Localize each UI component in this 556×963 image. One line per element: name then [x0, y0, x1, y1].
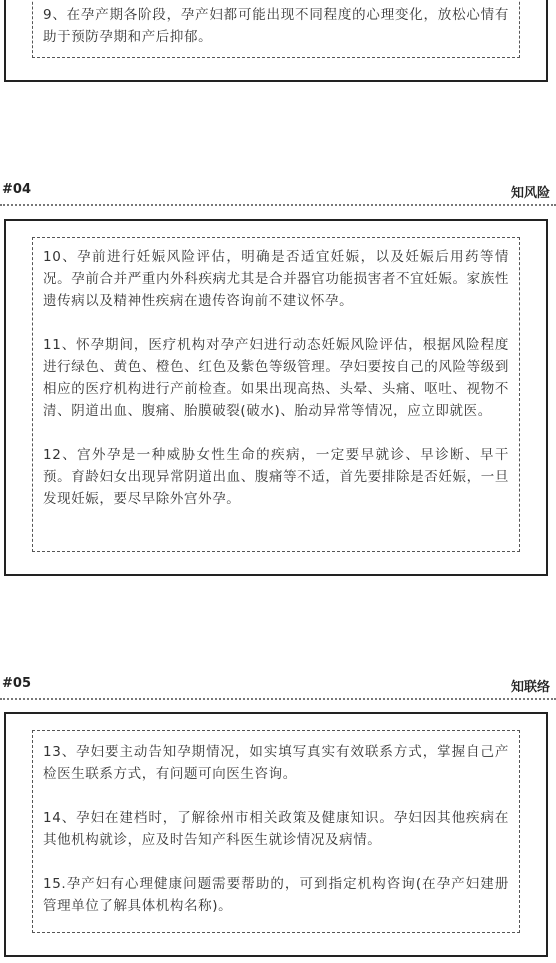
- section-3-inner: [32, 0, 520, 58]
- paragraph-15: 15.孕产妇有心理健康问题需要帮助的，可到指定机构咨询(在孕产妇建册管理单位了解具体机构名称)。: [43, 876, 509, 914]
- dotted-divider: [0, 698, 556, 700]
- section-title: 知风险: [510, 186, 550, 201]
- section-number: #04: [2, 182, 31, 197]
- paragraph-9: 9、在孕产期各阶段，孕产妇都可能出现不同程度的心理变化，放松心情有助于预防孕期和产后抑郁。: [43, 7, 509, 45]
- section-4-header: [0, 182, 556, 202]
- paragraph-10: 10、孕前进行妊娠风险评估，明确是否适宜妊娠，以及妊娠后用药等情况。孕前合并严重内外科疾病尤其是合并器官功能损害者不宜妊娠。家族性遗传病以及精神性疾病在遗传咨询前不建议怀孕。: [43, 249, 509, 309]
- section-5-box: [4, 712, 548, 957]
- paragraph-13: 13、孕妇要主动告知孕期情况，如实填写真实有效联系方式，掌握自己产检医生联系方式，有问题可向医生咨询。: [43, 744, 509, 782]
- section-5-header: [0, 676, 556, 696]
- paragraph-11: 11、怀孕期间，医疗机构对孕产妇进行动态妊娠风险评估，根据风险程度进行绿色、黄色、橙色、红色及紫色等级管理。孕妇要按自己的风险等级到相应的医疗机构进行产前检查。如果出现高热、头晕、头痛、呕吐、视物不清、阴道出血、腹痛、胎膜破裂(破水)、胎动异常等情况，应立即就医。: [43, 337, 509, 419]
- section-title: 知联络: [510, 680, 550, 695]
- paragraph-12: 12、宫外孕是一种威胁女性生命的疾病，一定要早就诊、早诊断、早干预。育龄妇女出现异常阴道出血、腹痛等不适，首先要排除是否妊娠，一旦发现妊娠，要尽早除外宫外孕。: [43, 447, 509, 507]
- section-4-inner: [32, 237, 520, 552]
- dotted-divider: [0, 204, 556, 206]
- section-number: #05: [2, 676, 31, 691]
- paragraph-14: 14、孕妇在建档时，了解徐州市相关政策及健康知识。孕妇因其他疾病在其他机构就诊，应及时告知产科医生就诊情况及病情。: [43, 810, 509, 848]
- section-3-box: [4, 0, 548, 82]
- section-5-inner: [32, 730, 520, 933]
- section-4-box: [4, 219, 548, 576]
